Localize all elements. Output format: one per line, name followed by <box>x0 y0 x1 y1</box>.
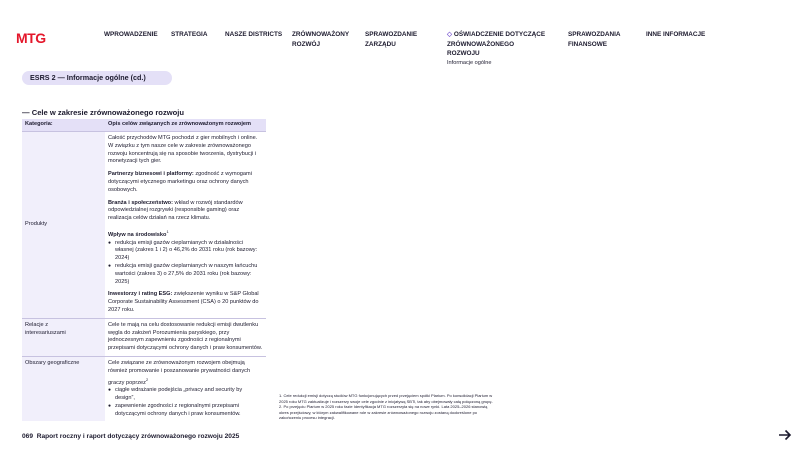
nav-oswiadczenie[interactable]: ◇ OŚWIADCZENIE DOTYCZĄCE ZRÓWNOWAŻONEGO ROZWOJU Informacje ogólne <box>447 30 547 68</box>
next-page-arrow-icon[interactable] <box>778 428 792 442</box>
footnote: 2. Po przejęciu Plarium w 2025 roku fazie Identyfikacja MTG rozszerzyła się na nowe rynki. Lata 2025–2026 stanowią okres przejściowy, w którym zakwalifikowane role w zakresie zrównoważonego rozwoju zostaną dookreślone po zakończeniu procesu integracji. <box>279 404 488 421</box>
footnote: 1. Cele redukcji emisji dotyczą studiów MTG funkcjonujących przed przejęciem spółki Plarium. Po konsolidacji Plarium w 2025 roku MTG zaktualizuje i rozszerzy swoje cele zgodnie z inicjatywą SBTi, tak aby obejmowały całą połączoną grupę. <box>279 393 493 404</box>
goals-table <box>22 119 266 421</box>
description-cell: Cele związane ze zrównoważonym rozwojem obejmują również promowanie i poszanowanie prywatności danych graczy poprzez$^2$ ● ciągłe wdrażanie podejścia „privacy and security by design”, ● zapewnienie zgodności z regionalnymi przepisami dotyczącymi ochrony danych i praw konsumentów. <box>105 356 266 421</box>
list-item: ● redukcja emisji gazów cieplarnianych w działalności własnej (zakres 1 i 2) o 46,2% do 2031 roku (rok bazowy: 2024) <box>108 240 263 263</box>
list-item: ● redukcja emisji gazów cieplarnianych w naszym łańcuchu wartości (zakres 3) o 27,5% do 2031 roku (rok bazowy: 2025) <box>108 263 263 286</box>
description-cell: Całość przychodów MTG pochodzi z gier mobilnych i online. W związku z tym nasze cele w zakresie zrównoważonego rozwoju koncentrują się na sposobie tworzenia, dystrybucji i monetyzacji tych gier. Partnerzy biznesowi i platformy: zgodność z wymogami dotyczącymi etycznego marketingu oraz ochrony danych osobowych. Branża i społeczeństwo: wkład w rozwój standardów odpowiedzialnej rozgrywki (responsible gaming) oraz realizacja celów działań na rzecz klimatu. Wpływ na środowisko$^1$ ● redukcja emisji gazów cieplarnianych w działalności własnej (zakres 1 i 2) o 46,2% do 2031 roku (rok bazowy: 2024) ● redukcja emisji gazów cieplarnianych w naszym łańcuchu wartości (zakres 3) o 27,5% do 2031 roku (rok bazowy: 2025) Inwestorzy i rating ESG: zwiększenie wyniku w S&P Global Corporate Sustainability Assessment (CSA) o 20 punktów do 2027 roku. <box>105 132 266 319</box>
page-number: 069 <box>22 433 34 440</box>
category-cell: Produkty <box>22 132 105 319</box>
section-label: ESRS 2 — Informacje ogólne (cd.) <box>22 71 172 85</box>
nav-sprawozdania-finansowe[interactable]: SPRAWOZDANIA FINANSOWE <box>568 31 621 48</box>
nav-zrownowazony-rozwoj[interactable]: ZRÓWNOWAŻONY ROZWÓJ <box>292 31 350 48</box>
column-header-description: Opis celów związanych ze zrównoważonym rozwojem <box>105 119 266 132</box>
description-cell: Cele te mają na celu dostosowanie redukcji emisji dwutlenku węgla do założeń Porozumienia paryskiego, przy jednoczesnym zapewnieniu zgodności z regionalnymi przepisami dotyczącymi ochrony danych i praw konsumentów. <box>105 318 266 356</box>
page-footer <box>22 433 239 440</box>
table-row <box>22 132 266 319</box>
column-header-category: Kategoria: <box>22 119 105 132</box>
nav-strategia[interactable]: STRATEGIA <box>171 31 208 38</box>
mtg-logo[interactable]: MTG <box>16 30 46 46</box>
diamond-icon: ◇ <box>447 31 452 38</box>
nav-sub-informacje-ogolne[interactable]: Informacje ogólne <box>447 59 492 66</box>
category-cell: Obszary geograficzne <box>22 356 105 421</box>
nav-sprawozdanie-zarzadu[interactable]: SPRAWOZDANIE ZARZĄDU <box>365 31 418 48</box>
page-heading: — Cele w zakresie zrównoważonego rozwoju <box>22 108 185 117</box>
category-cell: Relacje z interesariuszami <box>22 318 105 356</box>
list-item: ● zapewnienie zgodności z regionalnymi przepisami dotyczącymi ochrony danych i praw konsumentów. <box>108 403 263 419</box>
nav-nasze-districts[interactable]: NASZE DISTRICTS <box>225 31 283 38</box>
table-header-row <box>22 119 266 132</box>
nav-wprowadzenie[interactable]: WPROWADZENIE <box>104 31 158 38</box>
nav-inne-informacje[interactable]: INNE INFORMACJE <box>646 31 706 38</box>
list-item: ● ciągłe wdrażanie podejścia „privacy and security by design”, <box>108 387 263 403</box>
table-row <box>22 318 266 356</box>
table-row <box>22 356 266 421</box>
footnotes <box>279 393 494 421</box>
report-title: Raport roczny i raport dotyczący zrównoważonego rozwoju 2025 <box>36 433 240 440</box>
